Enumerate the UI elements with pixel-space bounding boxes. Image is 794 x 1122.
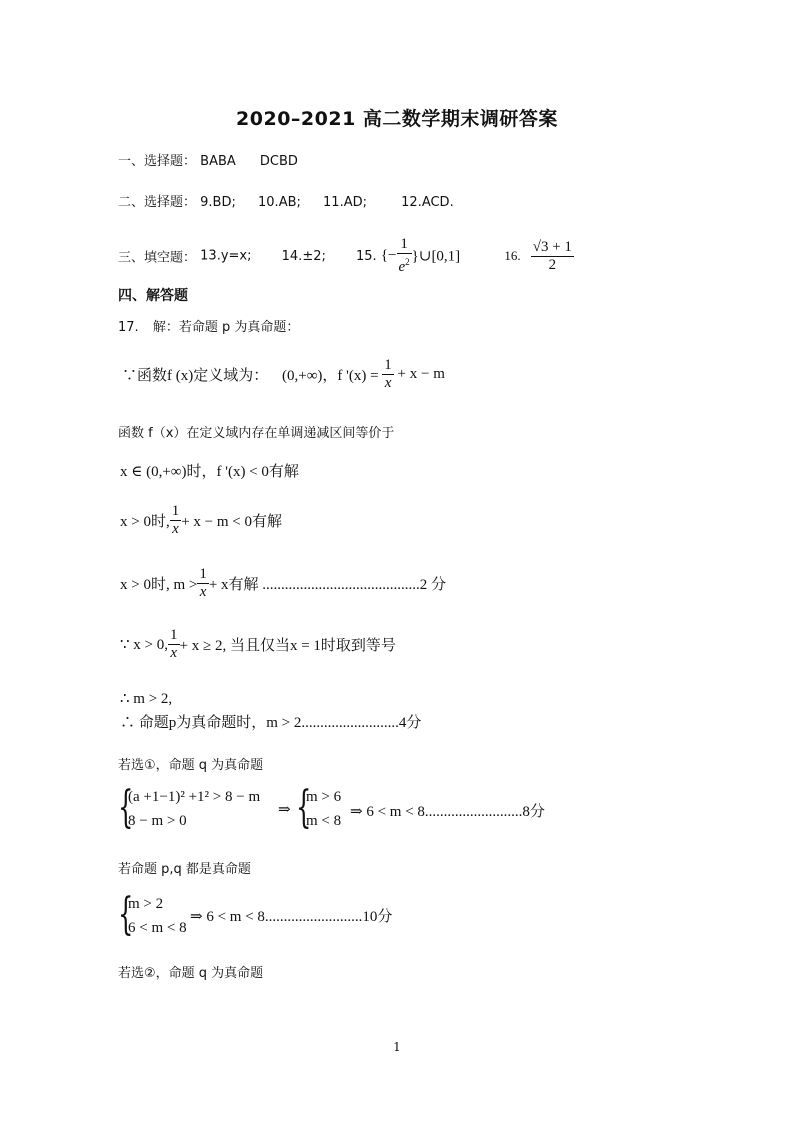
line-b-numerator: 1 [171, 503, 180, 519]
answer-15-numerator: 1 [400, 236, 408, 252]
domain-line [122, 357, 445, 392]
section-1-answers-b: DCBD [259, 154, 298, 169]
line-e: ∴ m > 2, [120, 691, 173, 707]
section-1-label: 一、选择题： [118, 154, 197, 169]
line-b-fraction [170, 503, 182, 538]
system-1-mid-row-2: m < 8 [306, 813, 342, 829]
line-b-post: + x − m < 0有解 [181, 514, 283, 530]
q17-intro: 解：若命题 p 为真命题： [152, 320, 300, 335]
system-1-row-2: 8 − m > 0 [128, 813, 187, 829]
answer-16-label: 16. [504, 248, 521, 263]
line-d-numerator: 1 [170, 627, 178, 643]
answer-15-exponent: 2 [405, 257, 410, 267]
choose-option-2: 若选②，命题 q 为真命题 [118, 966, 264, 981]
section-2-item: 10.AB; [258, 195, 301, 210]
line-c-pre: x > 0时, m > [120, 577, 198, 593]
answer-15-open: {− [380, 247, 397, 264]
answer-15-denominator: e [398, 259, 406, 275]
section-2-item: 12.ACD. [401, 195, 454, 210]
line-d-post: + x ≥ 2, 当且仅当x = 1时取到等号 [179, 638, 396, 654]
answer-15-fraction [397, 236, 412, 276]
section-2-label: 二、选择题： [118, 195, 197, 210]
line-f: ∴ 命题p为真命题时，m > 2..........................4分 [120, 715, 422, 731]
system-2-row-2: 6 < m < 8 [128, 920, 187, 936]
domain-fraction [382, 357, 394, 392]
domain-line-a: ∵函数f (x)定义域为： [122, 368, 269, 384]
both-true-line: 若命题 p,q 都是真命题 [118, 862, 251, 877]
left-brace-icon: { [118, 889, 134, 940]
section-4-heading: 四、解答题 [118, 288, 188, 304]
line-b-pre: x > 0时, [120, 514, 170, 530]
line-d [120, 627, 396, 662]
domain-fraction-denominator: x [382, 374, 394, 392]
section-2-item: 11.AD; [323, 195, 367, 210]
section-2-item: 9.BD; [200, 195, 236, 210]
line-d-pre: ∵ x > 0, [120, 637, 169, 653]
answer-14: 14.±2; [281, 248, 326, 264]
line-d-fraction [168, 627, 180, 662]
left-brace-icon: { [296, 782, 312, 833]
domain-fraction-numerator: 1 [384, 357, 392, 373]
left-brace-icon: { [118, 782, 134, 833]
answer-15-label: 15. [356, 248, 377, 264]
line-c-numerator: 1 [199, 566, 207, 582]
system-1-arrow: ⇒ [278, 802, 291, 818]
section-2-row [118, 191, 454, 210]
q17-intro-row [118, 316, 299, 335]
domain-line-b: (0,+∞)，f '(x) = [282, 368, 379, 384]
line-b [120, 503, 282, 538]
domain-line-c: + x − m [397, 366, 445, 382]
section-1-answers-a: BABA [200, 154, 236, 169]
system-1-result: ⇒ 6 < m < 8..........................8分 [350, 804, 545, 820]
line-c-post: + x有解 ..........................................2 分 [208, 577, 447, 593]
section-1-row [118, 150, 298, 169]
answer-13: 13.y=x; [200, 248, 252, 264]
line-a: x ∈ (0,+∞)时，f '(x) < 0有解 [120, 464, 299, 480]
line-c-fraction [197, 566, 209, 601]
answer-15-close: }∪[0,1] [411, 248, 461, 265]
line-b-denominator: x [170, 520, 182, 538]
line-c-denominator: x [197, 583, 209, 601]
answer-16-fraction [531, 239, 574, 274]
equivalence-line: 函数 f（x）在定义域内存在单调递减区间等价于 [118, 426, 395, 441]
answer-16-numerator: √3 + 1 [532, 238, 572, 255]
section-3-label: 三、填空题： [118, 250, 197, 266]
answer-16-denominator: 2 [531, 256, 574, 274]
system-1-row-1: (a +1−1)² +1² > 8 − m [128, 789, 261, 805]
system-2-row-1: m > 2 [128, 896, 164, 912]
line-d-denominator: x [168, 644, 180, 662]
page-title: 2020–2021 高二数学期末调研答案 [236, 108, 558, 130]
choose-option-1: 若选①，命题 q 为真命题 [118, 758, 264, 773]
line-c [120, 566, 446, 601]
system-1-mid-row-1: m > 6 [306, 789, 342, 805]
page-number: 1 [393, 1040, 401, 1054]
q17-label: 17. [118, 320, 139, 335]
system-2-result: ⇒ 6 < m < 8..........................10分 [190, 909, 393, 925]
section-3-row [118, 236, 574, 276]
